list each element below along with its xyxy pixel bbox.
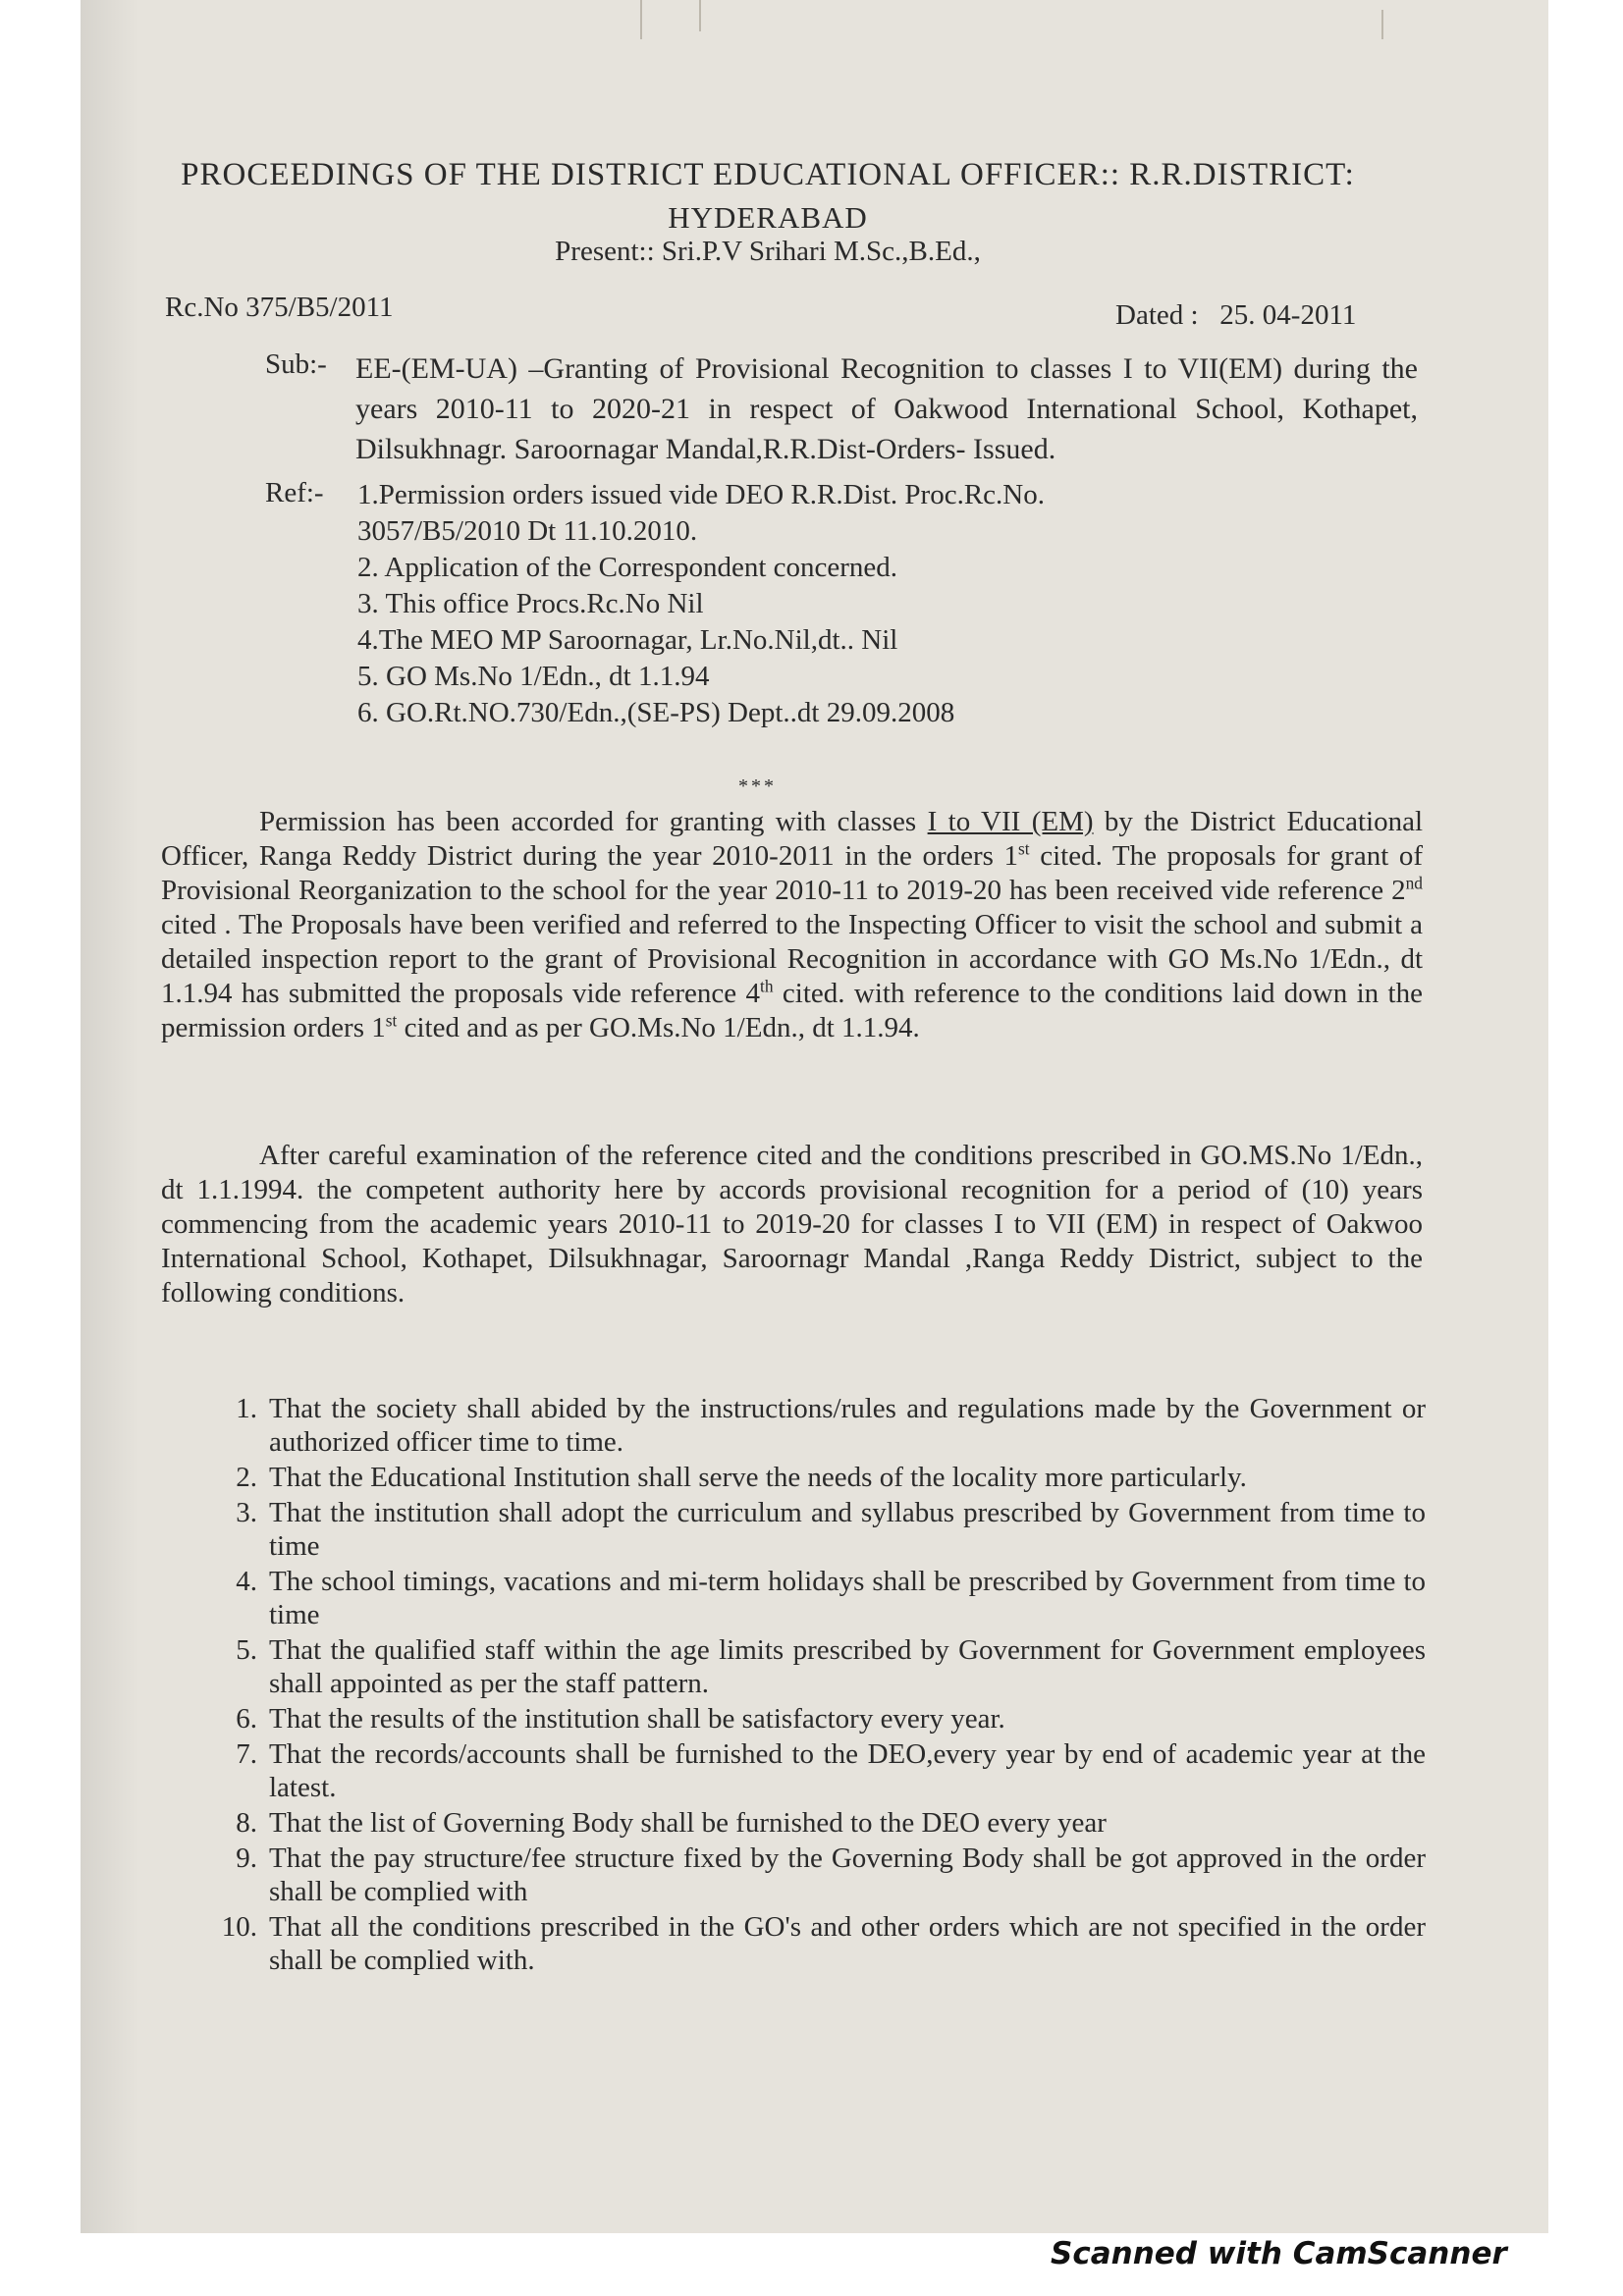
reference-item: 3. This office Procs.Rc.No Nil [357, 588, 704, 619]
paragraph-permission [161, 805, 1423, 1045]
superscript: st [1018, 838, 1030, 859]
reference-item: 1.Permission orders issued vide DEO R.R.Dist. Proc.Rc.No. [357, 479, 1045, 510]
condition-number: 7. [236, 1738, 257, 1770]
condition-item [208, 1737, 1426, 1804]
superscript: th [760, 976, 774, 996]
reference-item: 2. Application of the Correspondent concerned. [357, 552, 898, 583]
condition-text: That the records/accounts shall be furnished to the DEO,every year by end of academic year at the latest. [269, 1738, 1426, 1803]
date: Dated : 25. 04-2011 [1115, 299, 1357, 331]
document-content [81, 0, 1548, 2233]
header-city: HYDERABAD [668, 200, 868, 235]
reference-number: Rc.No 375/B5/2011 [165, 292, 394, 323]
classes-underlined: I to VII (EM) [927, 806, 1094, 837]
condition-text: That the institution shall adopt the curriculum and syllabus prescribed by Government from time to time [269, 1497, 1426, 1562]
text-span: by the District Educational Officer, Ranga Reddy District during the year 2010-2011 in the orders 1 [161, 806, 1423, 872]
header-present: Present:: Sri.P.V Srihari M.Sc.,B.Ed., [555, 236, 981, 267]
condition-number: 2. [236, 1462, 257, 1493]
subject-label: Sub:- [265, 348, 327, 380]
reference-item: 5. GO Ms.No 1/Edn., dt 1.1.94 [357, 661, 710, 692]
references-label: Ref:- [265, 477, 324, 508]
subject-text: EE-(EM-UA) –Granting of Provisional Recognition to classes I to VII(EM) during the years 2010-11 to 2020-21 in respect of Oakwood International School, Kothapet, Dilsukhnagr. Saroornagar Mandal,R.R.Dist-Orders- Issued. [355, 352, 1418, 465]
superscript: st [385, 1010, 398, 1031]
condition-item [208, 1461, 1426, 1494]
text-span: Permission has been accorded for granting with classes [259, 806, 928, 837]
separator: *** [738, 775, 777, 797]
condition-number: 5. [236, 1634, 257, 1666]
condition-text: That the list of Governing Body shall be furnished to the DEO every year [269, 1807, 1107, 1839]
condition-text: That the qualified staff within the age limits prescribed by Government for Government employees shall appointed as per the staff pattern. [269, 1634, 1426, 1699]
condition-number: 9. [236, 1842, 257, 1874]
condition-text: That the pay structure/fee structure fixed by the Governing Body shall be got approved in the order shall be complied with [269, 1842, 1426, 1907]
condition-item [208, 1806, 1426, 1840]
text-span: cited. The proposals for grant of Provisional Reorganization to the school for the year 2010-11 to 2019-20 has been received vide reference 2 [161, 840, 1423, 906]
condition-text: That all the conditions prescribed in the GO's and other orders which are not specified in the order shall be complied with. [269, 1911, 1426, 1976]
condition-item [208, 1910, 1426, 1977]
condition-number: 8. [236, 1807, 257, 1839]
condition-text: That the society shall abided by the instructions/rules and regulations made by the Government or authorized officer time to time. [269, 1393, 1426, 1458]
condition-item [208, 1392, 1426, 1459]
condition-item [208, 1496, 1426, 1563]
condition-text: The school timings, vacations and mi-term holidays shall be prescribed by Government from time to time [269, 1566, 1426, 1630]
reference-item: 6. GO.Rt.NO.730/Edn.,(SE-PS) Dept..dt 29.09.2008 [357, 697, 955, 728]
condition-number: 6. [236, 1703, 257, 1735]
scanner-watermark: Scanned with CamScanner [1051, 2236, 1507, 2271]
header-title: PROCEEDINGS OF THE DISTRICT EDUCATIONAL OFFICER:: R.R.DISTRICT: [181, 157, 1355, 192]
text-span: cited. with reference to the conditions laid down in the permission orders 1 [161, 978, 1423, 1043]
condition-item [208, 1702, 1426, 1735]
condition-number: 4. [236, 1566, 257, 1597]
conditions-list [208, 1392, 1426, 1979]
condition-text: That the results of the institution shall be satisfactory every year. [269, 1703, 1005, 1735]
condition-text: That the Educational Institution shall serve the needs of the locality more particularly. [269, 1462, 1247, 1493]
condition-number: 3. [236, 1497, 257, 1528]
condition-number: 1. [236, 1393, 257, 1424]
condition-number: 10. [221, 1911, 257, 1943]
reference-item: 3057/B5/2010 Dt 11.10.2010. [357, 515, 698, 547]
reference-item: 4.The MEO MP Saroornagar, Lr.No.Nil,dt.. Nil [357, 624, 898, 656]
condition-item [208, 1633, 1426, 1700]
paragraph-examination: After careful examination of the reference cited and the conditions prescribed in GO.MS.No 1/Edn., dt 1.1.1994. the competent authority here by accords provisional recognition for a period of (10) years commencing from the academic years 2010-11 to 2019-20 for classes I to VII (EM) in respect of Oakwoo International School, Kothapet, Dilsukhnagar, Saroornagr Mandal ,Ranga Reddy District, subject to the following conditions. [161, 1140, 1423, 1308]
condition-item [208, 1565, 1426, 1631]
text-span: cited . The Proposals have been verified and referred to the Inspecting Officer to visit the school and submit a detailed inspection report to the grant of Provisional Recognition in accordance with GO Ms.No 1/Edn., dt 1.1.94 has submitted the proposals vide reference 4 [161, 909, 1423, 1009]
condition-item [208, 1842, 1426, 1908]
references-list [357, 477, 1241, 731]
text-span: cited and as per GO.Ms.No 1/Edn., dt 1.1.94. [397, 1012, 920, 1043]
superscript: nd [1405, 873, 1423, 893]
